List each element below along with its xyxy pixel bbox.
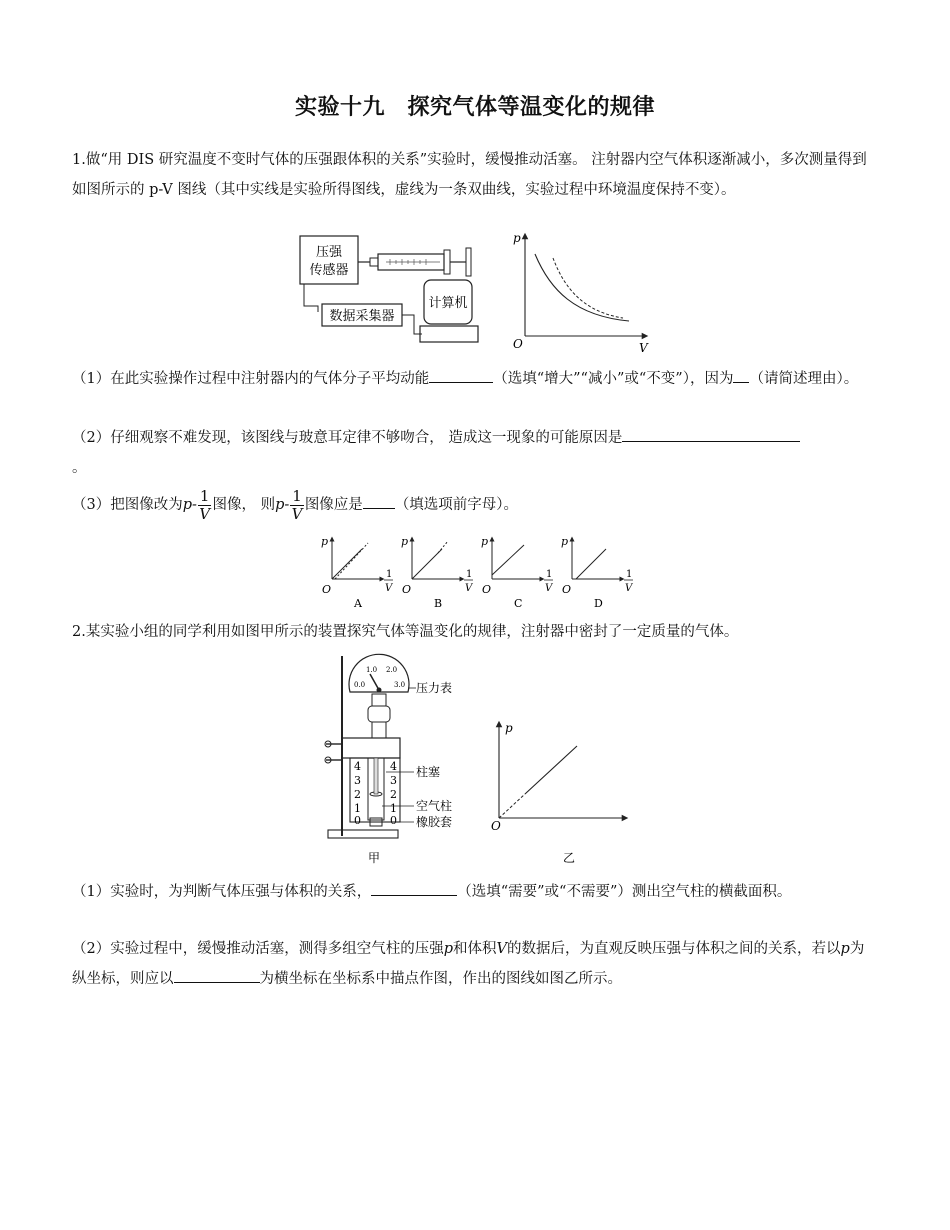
hyperbola-curve (553, 258, 623, 318)
svg-text:p: p (561, 535, 569, 548)
label-air-column: 空气柱 (416, 799, 453, 813)
svg-text:1: 1 (354, 802, 361, 815)
q2-sub1: （1）实验时，为判断气体压强与体积的关系， （选填“需要”或“不需要”）测出空气柱的横截面积。 (72, 877, 872, 907)
q1-sub1: （1）在此实验操作过程中注射器内的气体分子平均动能 （选填“增大”“减小”或“不变”），因为 （请简述理由）。 (72, 364, 872, 394)
svg-text:1: 1 (390, 802, 397, 815)
q2-apparatus-figure (320, 652, 470, 872)
right-scale (390, 760, 397, 827)
q1-sub2: （2）仔细观察不难发现，该图线与玻意耳定律不够吻合， 造成这一现象的可能原因是 。 (72, 423, 872, 483)
svg-text:1: 1 (626, 569, 633, 580)
svg-text:0: 0 (390, 814, 397, 827)
option-B-label: B (434, 597, 443, 610)
left-scale (354, 760, 361, 827)
q1-sub3-blank[interactable] (363, 490, 395, 509)
svg-text:V: V (545, 583, 553, 594)
q1-stem: 1.做“用 DIS 研究温度不变时气体的压强跟体积的关系”实验时，缓慢推动活塞。 注射器内空气体积逐渐减小，多次测量得到如图所示的 p-V 图线（其中实线是实验所得图线，虚线为一条双曲线，实验过程中环境温度保持不变）。 (72, 152, 867, 198)
fig-label-yi: 乙 (563, 851, 576, 865)
q1-sub2-blank[interactable] (622, 423, 800, 442)
sensor-label-2: 传感器 (309, 263, 349, 278)
svg-text:3: 3 (390, 774, 397, 787)
q2-stem: 2.某实验小组的同学利用如图甲所示的装置探究气体等温变化的规律，注射器中密封了一定质量的气体。 (72, 624, 739, 640)
label-rubber-cap: 橡胶套 (416, 815, 453, 829)
svg-text:O: O (482, 583, 492, 596)
svg-text:p: p (481, 535, 489, 548)
option-B-graph (401, 535, 474, 610)
axis-p: p (505, 721, 513, 735)
data-line (525, 746, 577, 794)
svg-text:0.0: 0.0 (354, 681, 366, 689)
option-D-label: D (594, 597, 603, 610)
label-plunger: 柱塞 (416, 765, 441, 779)
q2-sub2: （2）实验过程中，缓慢推动活塞，测得多组空气柱的压强p和体积V的数据后，为直观反映压强与体积之间的关系，若以p为纵坐标，则应以 为横坐标在坐标系中描点作图，作出的图线如图乙所示。 (72, 941, 865, 987)
q1-apparatus-figure (290, 228, 490, 348)
svg-text:1: 1 (466, 569, 473, 580)
q1-sub3: （3）把图像改为p- $\frac{1}{V}$ 图像， 则p- $\frac{1}{V}$ 图像应是 （填选项前字母）。 (72, 486, 519, 523)
svg-text:V: V (625, 583, 633, 594)
extrapolated-line (499, 794, 525, 818)
origin-O: O (491, 819, 501, 833)
sensor-label-1: 压强 (315, 245, 343, 260)
svg-text:2: 2 (390, 788, 397, 801)
svg-text:4: 4 (390, 760, 397, 773)
svg-text:1: 1 (386, 569, 393, 580)
svg-text:2.0: 2.0 (386, 666, 398, 674)
experimental-curve (535, 254, 629, 321)
q1-sub1-blank2[interactable] (733, 364, 749, 383)
svg-text:1: 1 (546, 569, 553, 580)
option-C-label: C (514, 597, 523, 610)
svg-text:O: O (402, 583, 412, 596)
svg-text:p: p (321, 535, 329, 548)
svg-text:3.0: 3.0 (394, 681, 406, 689)
svg-text:V: V (385, 583, 393, 594)
q1-pv-graph (505, 228, 655, 358)
origin-O: O (513, 337, 523, 351)
q2-graph (485, 718, 635, 870)
axis-p: p (513, 231, 521, 245)
q1-options (318, 535, 638, 615)
svg-text:4: 4 (354, 760, 361, 773)
svg-text:V: V (465, 583, 473, 594)
svg-text:3: 3 (354, 774, 361, 787)
svg-text:1.0: 1.0 (366, 666, 378, 674)
svg-text:0: 0 (354, 814, 361, 827)
fig-label-jia: 甲 (368, 851, 381, 865)
label-gauge: 压力表 (416, 681, 453, 695)
svg-text:O: O (322, 583, 332, 596)
q1-sub1-blank1[interactable] (429, 364, 493, 383)
option-D-graph (561, 535, 634, 610)
svg-text:O: O (562, 583, 572, 596)
q2-sub1-blank[interactable] (371, 877, 457, 896)
svg-text:2: 2 (354, 788, 361, 801)
computer-label: 计算机 (428, 296, 468, 311)
svg-text:p: p (401, 535, 409, 548)
option-A-graph (321, 535, 394, 610)
page-title: 实验十九 探究气体等温变化的规律 (294, 95, 655, 120)
axis-V: V (639, 341, 648, 355)
option-C-graph (481, 535, 554, 610)
daq-label: 数据采集器 (329, 309, 395, 324)
option-A-label: A (354, 597, 362, 610)
q2-sub2-blank[interactable] (174, 964, 260, 983)
